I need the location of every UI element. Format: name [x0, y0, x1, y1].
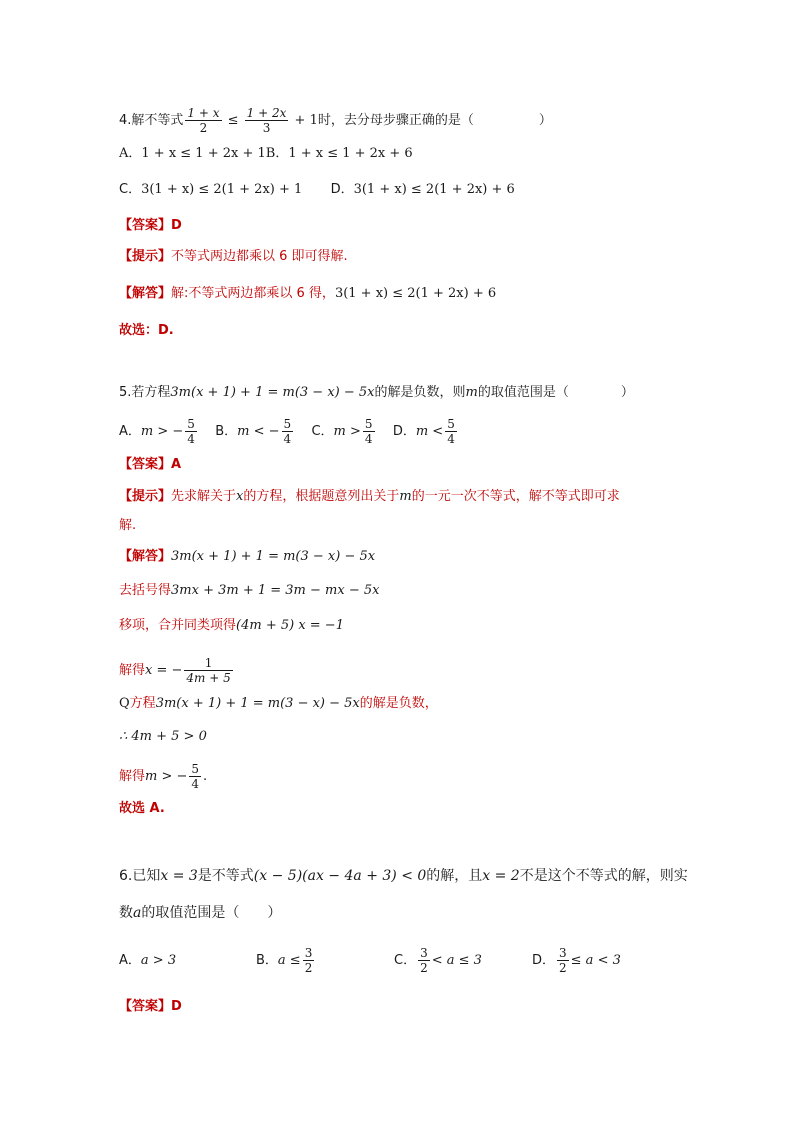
q4-hint: 【提示】不等式两边都乘以 6 即可得解. — [119, 249, 348, 264]
q4-option-c: 3(1 + x) ≤ 2(1 + 2x) + 1 — [141, 182, 303, 197]
q4-stem: 4.解不等式 $\frac{1 + x}{2}$ ≤ $\frac{1 + 2x}{3}$ + 1时，去分母步骤正确的是（ ） — [119, 106, 552, 135]
q4-solution: 【解答】解:不等式两边都乘以 6 得，3(1 + x) ≤ 2(1 + 2x) + 6 — [119, 286, 497, 301]
q6-option-a: A．a > 3 — [119, 953, 177, 968]
q6-options — [119, 946, 621, 975]
q5-options: A．m > − $\frac{5}{4}$ B．m < − $\frac{5}{4}$ C．m > $\frac{5}{4}$ D．m < $\frac{5}{4}$ — [119, 417, 455, 446]
q4-options-ab: A．1 + x ≤ 1 + 2x + 1B．1 + x ≤ 1 + 2x + 6 — [119, 146, 413, 161]
q5-step1: 去括号得3mx + 3m + 1 = 3m − mx − 5x — [119, 583, 380, 598]
q4-rhs-fraction: $\frac{1 + 2x}{3}$ — [246, 106, 287, 135]
q5-step2: 移项，合并同类项得(4m + 5) x = −1 — [119, 618, 344, 633]
q5-solution: 【解答】3m(x + 1) + 1 = m(3 − x) − 5x — [119, 549, 376, 564]
q6-answer: 【答案】D — [119, 999, 182, 1014]
q5-step3: 解得x = − $\frac{1}{4m + 5}$ — [119, 656, 231, 685]
q4-answer: 【答案】D — [119, 218, 182, 233]
q4-stem-text: 4.解不等式 — [119, 113, 184, 128]
q5-step6: 解得m > − $\frac{5}{4}$ . — [119, 762, 208, 791]
q5-step4: Q方程3m(x + 1) + 1 = m(3 − x) − 5x的解是负数， — [119, 696, 438, 711]
q4-conclusion: 故选：D. — [119, 323, 174, 338]
q4-options-cd: C．3(1 + x) ≤ 2(1 + 2x) + 1 D．3(1 + x) ≤ 2(1 + 2x) + 6 — [119, 182, 515, 197]
q6-option-d: D． $\frac{3}{2}$ ≤ a < 3 — [532, 946, 621, 975]
q5-step5: ∴ 4m + 5 > 0 — [119, 729, 207, 744]
q5-hint-cont: 解. — [119, 518, 137, 533]
q6-option-c: C． $\frac{3}{2}$ < a ≤ 3 — [394, 946, 482, 975]
q6-option-b: B．a ≤ $\frac{3}{2}$ — [256, 946, 313, 975]
q6-stem: 6.已知x = 3是不等式(x − 5)(ax − 4a + 3) < 0的解，且x = 2不是这个不等式的解，则实 — [119, 868, 688, 884]
q5-stem: 5.若方程3m(x + 1) + 1 = m(3 − x) − 5x的解是负数，则m的取值范围是（ ） — [119, 385, 634, 400]
q6-stem-line2: 数a的取值范围是（ ） — [119, 905, 282, 921]
q5-conclusion: 故选 A. — [119, 801, 165, 816]
q4-lhs-fraction: $\frac{1 + x}{2}$ — [187, 106, 220, 135]
q5-hint: 【提示】先求解关于x的方程，根据题意列出关于m的一元一次不等式，解不等式即可求 — [119, 489, 620, 504]
q5-answer: 【答案】A — [119, 457, 182, 472]
q4-option-d: 3(1 + x) ≤ 2(1 + 2x) + 6 — [353, 182, 515, 197]
